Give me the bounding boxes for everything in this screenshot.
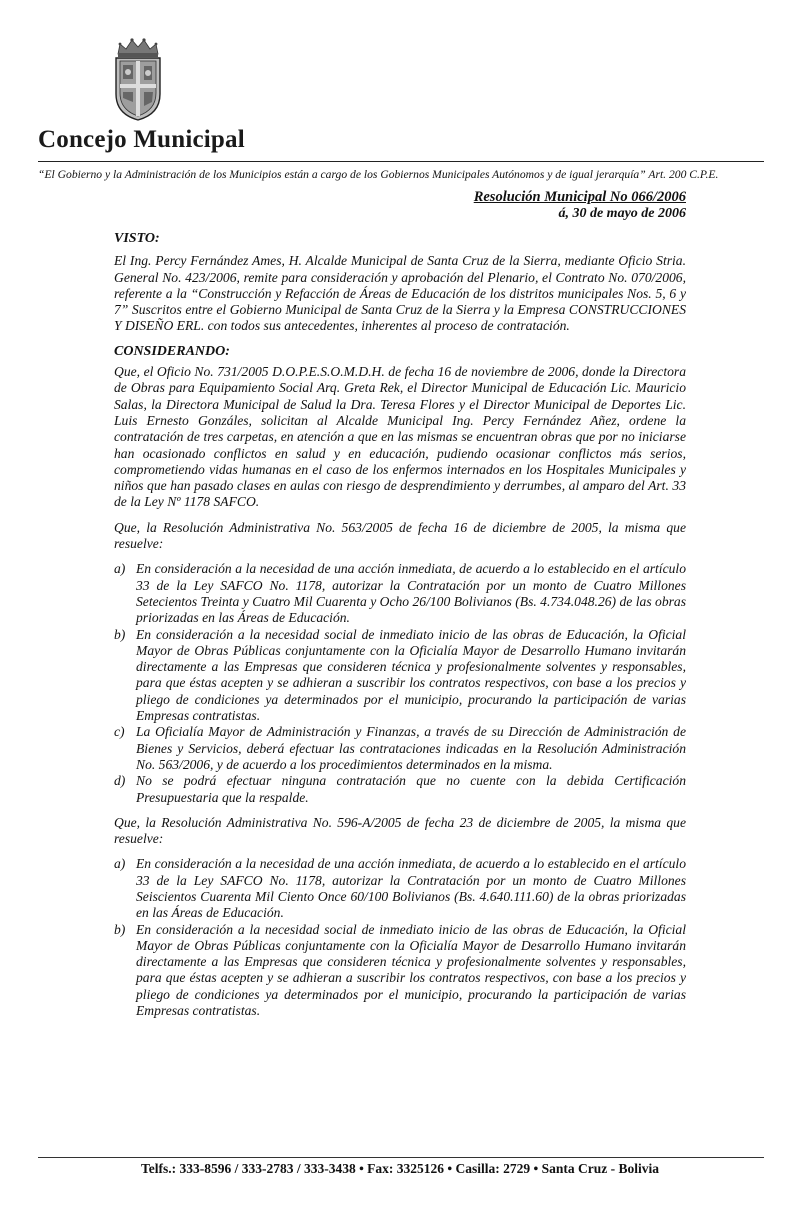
list-item — [114, 856, 686, 921]
list-marker: a) — [114, 561, 126, 577]
list-marker: b) — [114, 626, 126, 642]
organization-name: Concejo Municipal — [38, 126, 245, 153]
list-item-text: En consideración a la necesidad de una acción inmediata, de acuerdo a lo establecido en el artículo 33 de la Ley SAFCO No. 1178, autorizar la Contratación por un monto de Cuatro Millones Setecientos Treinta y Cuatro Mil Cuarenta y Ocho 26/100 Bolivianos (Bs. 4.734.048.26) de las obras priorizadas en las Áreas de Educación. — [136, 561, 686, 626]
resolution-596-list — [114, 856, 686, 1019]
footer-divider — [38, 1157, 764, 1158]
list-item — [114, 922, 686, 1020]
visto-heading: VISTO: — [114, 231, 160, 246]
considerando-paragraph-3: Que, la Resolución Administrativa No. 596-A/2005 de fecha 23 de diciembre de 2005, la misma que resuelve: — [114, 814, 686, 847]
list-item-text: En consideración a la necesidad social de inmediato inicio de las obras de Educación, la Oficial Mayor de Obras Públicas conjuntamente con la Oficialía Mayor de Desarrollo Humano invitarán directamente a las Empresas que consideren técnica y profesionalmente solventes y responsables, para que éstas acepten y se adhieran a suscribir los contratos respectivos, con base a los precios y pliego de condiciones ya determinados por el municipio, procurando la participación de varias Empresas contratistas. — [136, 626, 686, 724]
resolution-number: Resolución Municipal No 066/2006 — [473, 189, 686, 205]
header-motto: “El Gobierno y la Administración de los Municipios están a cargo de los Gobiernos Municipales Autónomos y de igual jerarquía” Art. 200 C.P.E. — [38, 168, 719, 181]
document-body — [114, 231, 686, 1028]
list-item-text: En consideración a la necesidad de una acción inmediata, de acuerdo a lo establecido en el artículo 33 de la Ley SAFCO No. 1178, autorizar la Contratación por un monto de Cuatro Millones Seiscientos Cuarenta Mil Ciento Once 60/100 Bolivianos (Bs. 4.640.111.60) de la obras priorizadas en las Áreas de Educación. — [136, 856, 686, 921]
resolution-date: á, 30 de mayo de 2006 — [558, 206, 686, 221]
list-marker: c) — [114, 724, 125, 740]
list-item-text: No se podrá efectuar ninguna contratación que no cuente con la debida Certificación Presupuestaria que la respalde. — [136, 773, 686, 805]
considerando-paragraph-2: Que, la Resolución Administrativa No. 563/2005 de fecha 16 de diciembre de 2005, la misma que resuelve: — [114, 519, 686, 552]
list-marker: d) — [114, 773, 126, 789]
list-item — [114, 773, 686, 806]
considerando-heading: CONSIDERANDO: — [114, 343, 230, 359]
list-item-text: La Oficialía Mayor de Administración y Finanzas, a través de su Dirección de Administración de Bienes y Servicios, deberá efectuar las contrataciones indicadas en la Resolución Administración No. 563/2006, y de acuerdo a los procedimientos determinados en la misma. — [136, 724, 686, 772]
list-item-text: En consideración a la necesidad social de inmediato inicio de las obras de Educación, la Oficial Mayor de Obras Públicas conjuntamente con la Oficialía Mayor de Desarrollo Humano invitarán directamente a las Empresas que consideren técnica y profesionalmente solventes y responsables, para que éstas acepten y se adhieran a suscribir los contratos respectivos, con base a los precios y pliego de condiciones ya determinados por el municipio, procurando la participación de varias Empresas contratistas. — [136, 921, 686, 1019]
list-item — [114, 724, 686, 773]
visto-paragraph: El Ing. Percy Fernández Ames, H. Alcalde Municipal de Santa Cruz de la Sierra, mediante Oficio Stria. General No. 423/2006, remite para consideración y aprobación del Plenario, el Contrato No. 070/2006, referente a la “Construcción y Refacción de Áreas de Educación de los distritos municipales Nos. 5, 6 y 7” Suscritos entre el Gobierno Municipal de Santa Cruz de la Sierra y la Empresa CONSTRUCCIONES Y DISEÑO ERL. con todos sus antecedentes, inherentes al proceso de contratación. — [114, 253, 686, 334]
header-divider — [38, 161, 764, 162]
list-item — [114, 561, 686, 626]
list-marker: a) — [114, 856, 126, 872]
list-marker: b) — [114, 921, 126, 937]
coat-of-arms-logo — [108, 36, 168, 122]
footer-contact: Telfs.: 333-8596 / 333-2783 / 333-3438 • Fax: 3325126 • Casilla: 2729 • Santa Cruz - Bolivia — [140, 1161, 660, 1176]
considerando-paragraph-1: Que, el Oficio No. 731/2005 D.O.P.E.S.O.M.D.H. de fecha 16 de noviembre de 2006, donde la Directora de Obras para Equipamiento Social Arq. Greta Rek, el Director Municipal de Educación Lic. Mauricio Salas, la Directora Municipal de Salud la Dra. Teresa Flores y el Director Municipal de Deportes Lic. Luis Ernesto Gonzáles, solicitan al Alcalde Municipal Ing. Percy Fernández Añez, ordene la contratación de tres carpetas, en atención a que en las mismas se encuentran obras que por no iniciarse han ocasionado conflictos en salud y en educación, pudiendo ocasionar conflictos más serios, comprometiendo vidas humanas en el caso de los enfermos internados en los Hospitales Municipales y niños que han pasado clases en aulas con riesgo de desprendimiento y derrumbes, al amparo del Art. 33 de la Ley Nº 1178 SAFCO. — [114, 364, 686, 510]
resolution-563-list — [114, 561, 686, 805]
list-item — [114, 627, 686, 725]
